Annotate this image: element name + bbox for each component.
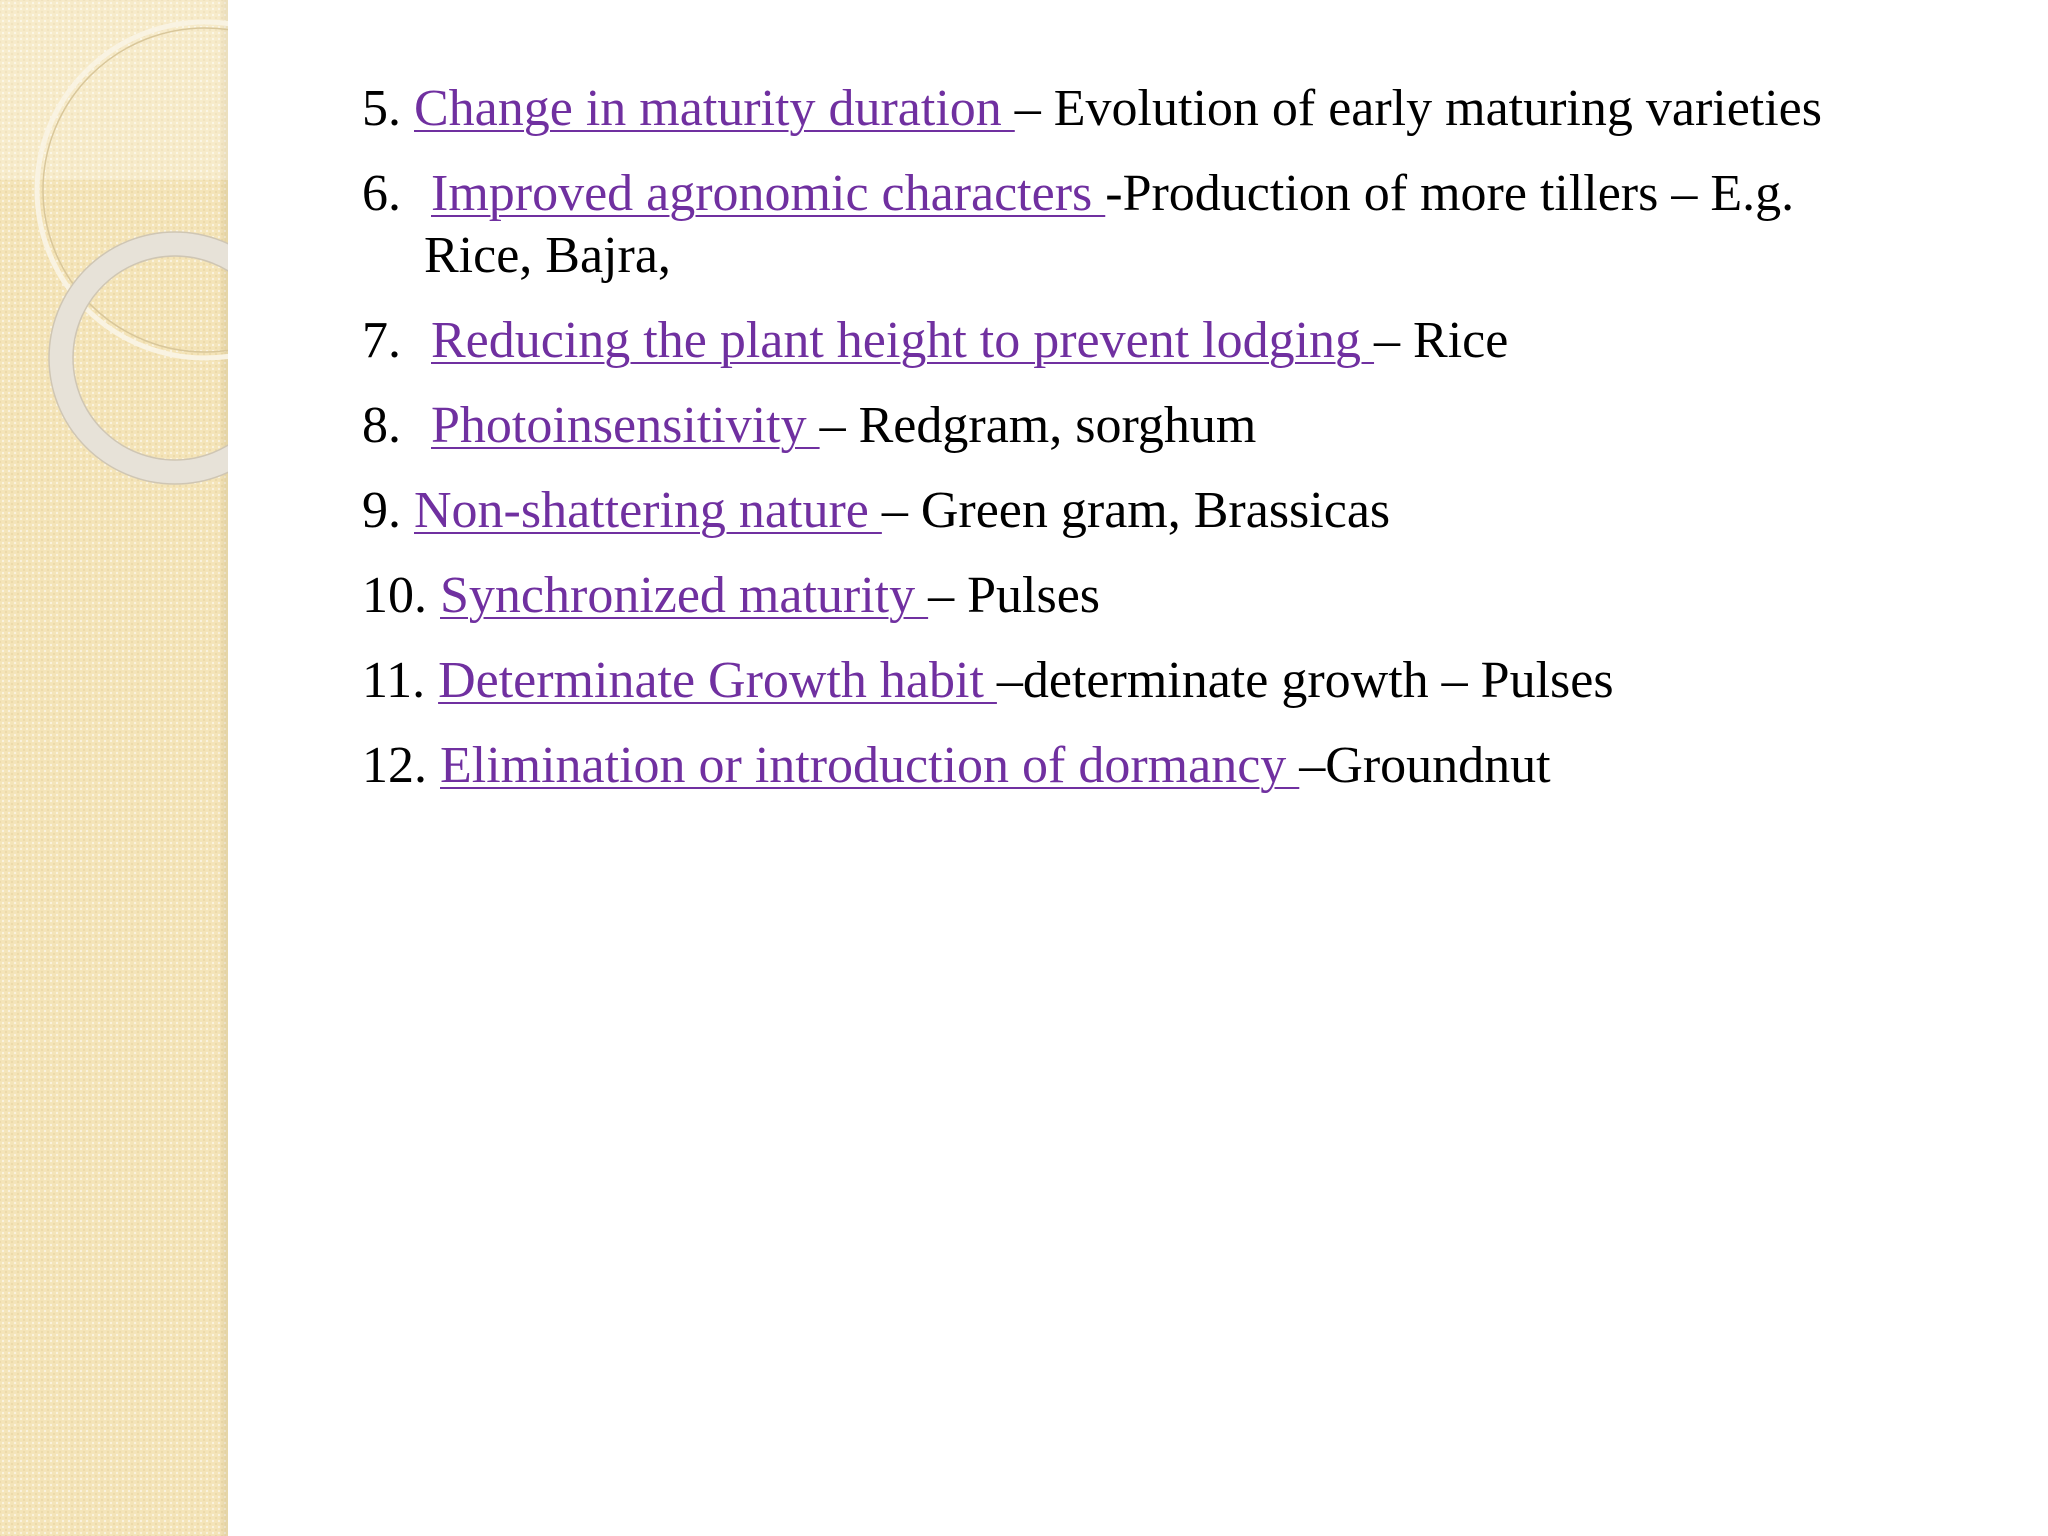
item-number: 11. xyxy=(362,652,426,709)
link-improved-agronomic-characters[interactable]: Improved agronomic characters xyxy=(431,165,1106,222)
list-item-10 xyxy=(362,565,2002,627)
item-description: – Rice xyxy=(1374,312,1509,369)
link-photoinsensitivity[interactable]: Photoinsensitivity xyxy=(431,397,820,454)
rings-graphic xyxy=(0,0,228,520)
item-description: – Redgram, sorghum xyxy=(819,397,1257,454)
link-change-in-maturity-duration[interactable]: Change in maturity duration xyxy=(414,80,1015,137)
link-determinate-growth-habit[interactable]: Determinate Growth habit xyxy=(438,652,997,709)
item-description: – Pulses xyxy=(928,567,1101,624)
item-number: 6. xyxy=(362,165,401,222)
list-item-8 xyxy=(362,395,2002,457)
link-elimination-of-dormancy[interactable]: Elimination or introduction of dormancy xyxy=(440,737,1300,794)
list-item-7 xyxy=(362,310,2002,372)
link-synchronized-maturity[interactable]: Synchronized maturity xyxy=(440,567,929,624)
item-number: 9. xyxy=(362,482,401,539)
item-number: 7. xyxy=(362,312,401,369)
item-number: 12. xyxy=(362,737,427,794)
link-non-shattering-nature[interactable]: Non-shattering nature xyxy=(414,482,882,539)
list-item-12 xyxy=(362,735,2002,797)
item-description: -Production of more tillers – E.g. xyxy=(1105,165,1795,222)
item-number: 10. xyxy=(362,567,427,624)
list-item-9 xyxy=(362,480,2002,542)
item-description: –Groundnut xyxy=(1299,737,1551,794)
slide-body xyxy=(362,78,2002,820)
list-item-6 xyxy=(362,163,2002,287)
decorative-rings xyxy=(0,0,228,520)
item-number: 8. xyxy=(362,397,401,454)
top-light-panel xyxy=(0,0,228,180)
list-item-11 xyxy=(362,650,2002,712)
item-description: – Evolution of early maturing varieties xyxy=(1014,80,1822,137)
list-item-5 xyxy=(362,78,2002,140)
item-description-continued: Rice, Bajra, xyxy=(424,227,671,284)
item-description: –determinate growth – Pulses xyxy=(996,652,1614,709)
link-reducing-plant-height[interactable]: Reducing the plant height to prevent lodging xyxy=(431,312,1375,369)
item-number: 5. xyxy=(362,80,401,137)
item-description: – Green gram, Brassicas xyxy=(881,482,1391,539)
